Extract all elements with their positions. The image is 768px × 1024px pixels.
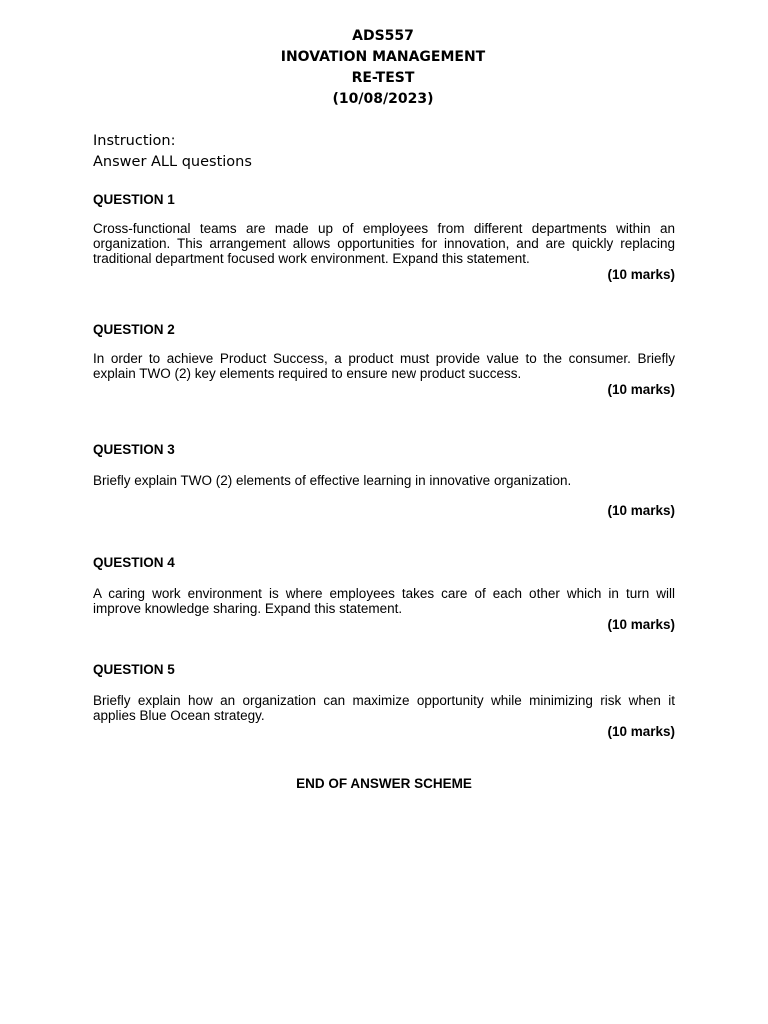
instruction-text: Answer ALL questions — [93, 154, 252, 170]
end-of-answer-scheme: END OF ANSWER SCHEME — [296, 776, 472, 791]
question-1 — [93, 192, 675, 283]
exam-date: (10/08/2023) — [332, 91, 434, 107]
instruction-label: Instruction: — [93, 133, 176, 149]
question-4 — [93, 555, 675, 633]
exam-header — [91, 26, 675, 110]
question-heading: QUESTION 3 — [93, 442, 175, 457]
question-marks: (10 marks) — [607, 503, 675, 518]
question-text: A caring work environment is where employees takes care of each other which in turn will improve knowledge sharing. Expand this statement. — [93, 586, 675, 616]
exam-type: RE-TEST — [351, 70, 415, 86]
question-marks: (10 marks) — [607, 724, 675, 739]
question-marks: (10 marks) — [607, 617, 675, 632]
question-text: In order to achieve Product Success, a product must provide value to the consumer. Briefly explain TWO (2) key elements required to ensure new product success. — [93, 351, 675, 381]
question-5 — [93, 662, 675, 740]
question-heading: QUESTION 4 — [93, 555, 175, 570]
question-heading: QUESTION 1 — [93, 192, 175, 207]
question-text: Briefly explain TWO (2) elements of effective learning in innovative organization. — [93, 473, 572, 488]
question-2 — [93, 322, 675, 398]
course-title: INOVATION MANAGEMENT — [280, 49, 486, 65]
question-3 — [93, 442, 675, 519]
question-marks: (10 marks) — [607, 267, 675, 282]
question-heading: QUESTION 5 — [93, 662, 175, 677]
question-heading: QUESTION 2 — [93, 322, 175, 337]
course-code: ADS557 — [352, 28, 414, 44]
exam-page — [93, 26, 675, 173]
question-text: Cross-functional teams are made up of employees from different departments within an organization. This arrangement allows opportunities for innovation, and are quickly replacing traditional department focused work environment. Expand this statement. — [93, 221, 675, 266]
question-marks: (10 marks) — [607, 382, 675, 397]
instruction-block — [93, 131, 675, 173]
question-text: Briefly explain how an organization can maximize opportunity while minimizing risk when it applies Blue Ocean strategy. — [93, 693, 675, 723]
